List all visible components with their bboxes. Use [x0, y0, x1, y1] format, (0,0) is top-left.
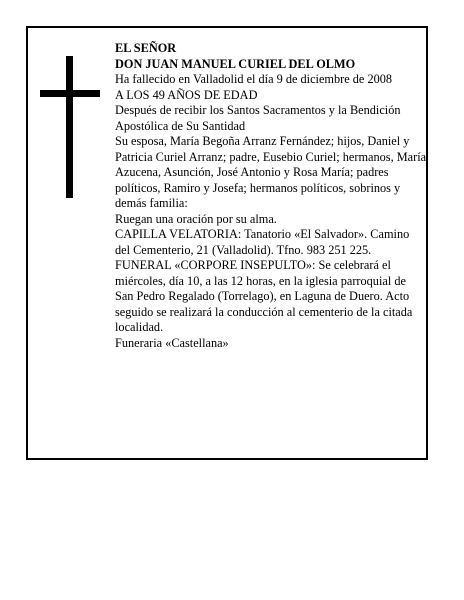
- death-statement: Ha fallecido en Valladolid el día 9 de diciembre de 2008: [115, 72, 393, 86]
- cross-icon: [40, 56, 100, 198]
- sacraments-statement: Después de recibir los Santos Sacramentos y la Bendición Apostólica de Su Santidad: [115, 103, 401, 133]
- cross-horizontal-bar: [40, 90, 100, 97]
- family-list: Su esposa, María Begoña Arranz Fernández; hijos, Daniel y Patricia Curiel Arranz; padre, Eusebio Curiel; hermanos, María Azucena, Asunción, José Antonio y Rosa María; padres políticos, Ramiro y Josefa; hermanos políticos, sobrinos y demás familia:: [115, 134, 427, 210]
- honorific-line: EL SEÑOR: [115, 41, 177, 55]
- cross-vertical-bar: [66, 56, 73, 198]
- deceased-name: DON JUAN MANUEL CURIEL DEL OLMO: [115, 56, 356, 71]
- age-statement: A LOS 49 AÑOS DE EDAD: [115, 87, 258, 102]
- obituary-text: [115, 41, 427, 351]
- funeral-info: FUNERAL «CORPORE INSEPULTO»: Se celebrará el miércoles, día 10, a las 12 horas, en la iglesia parroquial de San Pedro Regalado (Torrelago), en Laguna de Duero. Acto seguido se realizará la conducción al cementerio de la citada localidad.: [115, 258, 413, 334]
- chapel-info: CAPILLA VELATORIA: Tanatorio «El Salvador». Camino del Cementerio, 21 (Valladolid). Tfno. 983 251 225.: [115, 227, 410, 257]
- prayer-request: Ruegan una oración por su alma.: [115, 211, 277, 226]
- funeral-home: Funeraria «Castellana»: [115, 335, 229, 350]
- obituary-notice-frame: [26, 26, 428, 460]
